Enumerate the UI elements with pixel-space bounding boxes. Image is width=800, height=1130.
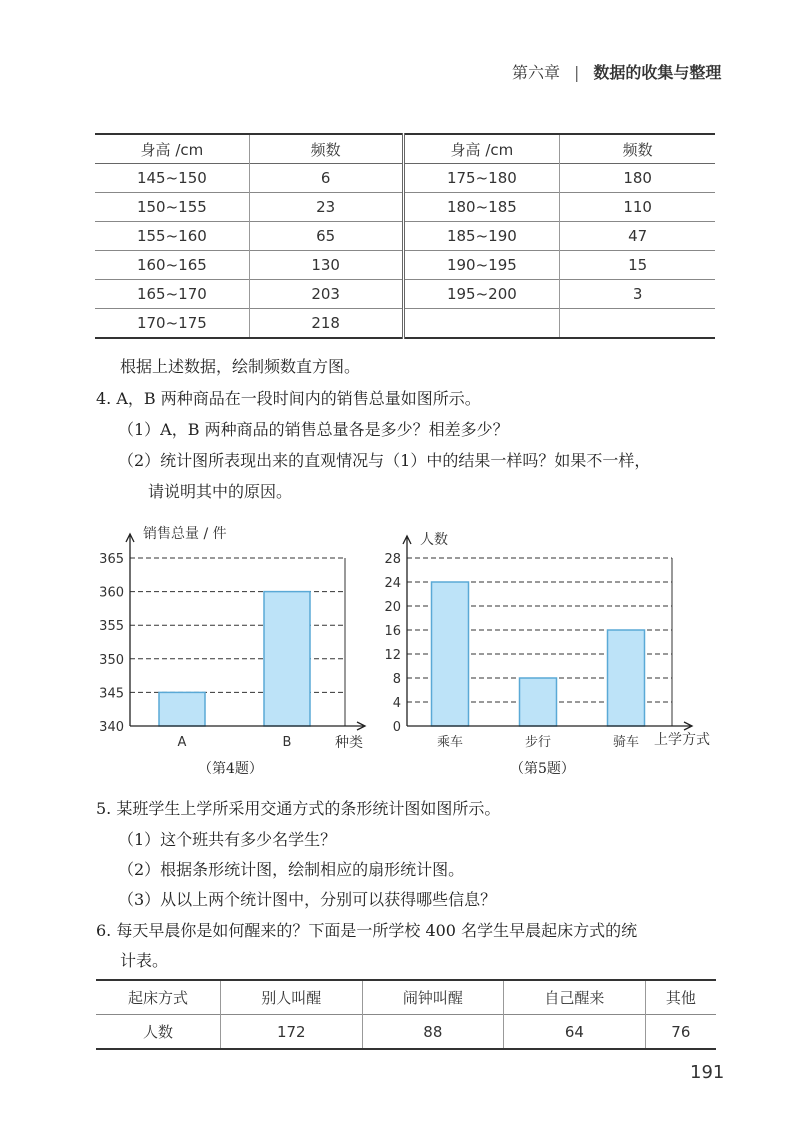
table-row — [95, 309, 715, 339]
table-header-row — [95, 134, 715, 164]
y-tick-label: 350 — [99, 652, 124, 668]
table-cell: 180 — [560, 164, 715, 193]
y-tick-label: 0 — [392, 720, 401, 735]
running-header — [512, 60, 721, 83]
table-cell — [403, 309, 560, 339]
header-cell: 起床方式 — [127, 989, 188, 1007]
header-separator: | — [574, 63, 580, 82]
header-cell: 闹钟叫醒 — [362, 980, 504, 1015]
table-header-row — [96, 980, 716, 1015]
table-cell: 180~185 — [403, 193, 560, 222]
x-axis-label: 种类 — [335, 735, 363, 751]
y-tick-label: 24 — [384, 576, 401, 591]
table-cell: 76 — [645, 1015, 716, 1050]
header-cell: 频数 — [560, 134, 715, 164]
header-cell: 自己醒来 — [504, 980, 646, 1015]
table-cell: 23 — [249, 193, 403, 222]
table-cell: 15 — [560, 251, 715, 280]
table-cell: 47 — [560, 222, 715, 251]
y-tick-label: 360 — [99, 585, 124, 601]
y-axis-label: 销售总量 / 件 — [143, 526, 227, 542]
x-tick-label: 骑车 — [612, 735, 640, 750]
header-cell: 身高 /cm — [140, 140, 204, 159]
table-cell: 170~175 — [136, 314, 207, 332]
question-5-stem: 5. 某班学生上学所采用交通方式的条形统计图如图所示。 — [96, 799, 501, 818]
x-tick-label: 乘车 — [436, 735, 464, 750]
table-cell: 155~160 — [136, 227, 207, 245]
y-tick-label: 340 — [99, 720, 124, 735]
table-cell: 190~195 — [403, 251, 560, 280]
bar — [264, 592, 310, 726]
table-cell: 145~150 — [136, 169, 207, 187]
table-cell: 6 — [249, 164, 403, 193]
instruction-text: 根据上述数据，绘制频数直方图。 — [120, 357, 361, 376]
table-cell: 3 — [560, 280, 715, 309]
table-row — [96, 1015, 716, 1050]
chart-q4-caption: （第4题） — [198, 761, 263, 777]
table-cell: 203 — [249, 280, 403, 309]
height-frequency-table — [95, 133, 715, 339]
question-5-part-3: （3）从以上两个统计图中，分别可以获得哪些信息？ — [118, 890, 497, 909]
header-cell: 其他 — [645, 980, 716, 1015]
chart-q5-caption: （第5题） — [510, 761, 575, 777]
table-row — [95, 193, 715, 222]
header-cell: 身高 /cm — [403, 134, 560, 164]
table-cell: 130 — [249, 251, 403, 280]
table-cell: 人数 — [142, 1023, 173, 1041]
question-4-part-2: （2）统计图所表现出来的直观情况与（1）中的结果一样吗？如果不一样， — [118, 451, 651, 470]
x-tick-label: A — [177, 735, 187, 750]
table-row — [95, 222, 715, 251]
y-tick-label: 12 — [384, 648, 401, 663]
table-cell: 165~170 — [136, 285, 207, 303]
question-4-part-1: （1）A，B 两种商品的销售总量各是多少？相差多少？ — [118, 420, 509, 439]
table-cell: 160~165 — [136, 256, 207, 274]
table-cell: 218 — [249, 309, 403, 339]
table-cell: 110 — [560, 193, 715, 222]
header-cell: 别人叫醒 — [221, 980, 363, 1015]
chart-q4-sales — [95, 520, 385, 760]
header-cell: 频数 — [249, 134, 403, 164]
page-number: 191 — [690, 1062, 725, 1083]
y-tick-label: 16 — [384, 624, 401, 639]
table-cell — [560, 309, 715, 339]
bar — [608, 630, 645, 726]
y-tick-label: 345 — [99, 686, 124, 702]
table-row — [95, 251, 715, 280]
bar — [520, 678, 557, 726]
chart-q5-transport — [370, 528, 715, 760]
x-axis-label: 上学方式 — [654, 732, 710, 748]
y-axis-label: 人数 — [420, 532, 448, 548]
question-4-stem: 4. A，B 两种商品在一段时间内的销售总量如图所示。 — [96, 389, 481, 408]
question-6-stem-cont: 计表。 — [120, 951, 169, 970]
table-cell: 175~180 — [403, 164, 560, 193]
y-tick-label: 355 — [99, 619, 124, 635]
table-row — [95, 164, 715, 193]
table-cell: 172 — [221, 1015, 363, 1050]
question-6-stem: 6. 每天早晨你是如何醒来的？下面是一所学校 400 名学生早晨起床方式的统 — [96, 921, 638, 940]
table-cell: 88 — [362, 1015, 504, 1050]
table-row — [95, 280, 715, 309]
table-cell: 65 — [249, 222, 403, 251]
table-cell: 195~200 — [403, 280, 560, 309]
question-5-part-1: （1）这个班共有多少名学生？ — [118, 830, 337, 849]
table-cell: 64 — [504, 1015, 646, 1050]
x-tick-label: 步行 — [524, 735, 552, 750]
x-tick-label: B — [282, 735, 292, 750]
bar — [159, 692, 205, 726]
wake-up-method-table — [96, 979, 716, 1050]
y-tick-label: 8 — [392, 672, 401, 687]
question-5-part-2: （2）根据条形统计图，绘制相应的扇形统计图。 — [118, 860, 465, 879]
y-tick-label: 20 — [384, 600, 401, 615]
table-cell: 150~155 — [136, 198, 207, 216]
bar — [432, 582, 469, 726]
y-tick-label: 28 — [384, 552, 401, 567]
table-cell: 185~190 — [403, 222, 560, 251]
chapter-label: 第六章 — [512, 63, 561, 82]
y-tick-label: 365 — [99, 552, 124, 567]
y-tick-label: 4 — [392, 696, 401, 711]
chapter-title: 数据的收集与整理 — [593, 63, 722, 82]
question-4-part-2-cont: 请说明其中的原因。 — [148, 482, 293, 501]
